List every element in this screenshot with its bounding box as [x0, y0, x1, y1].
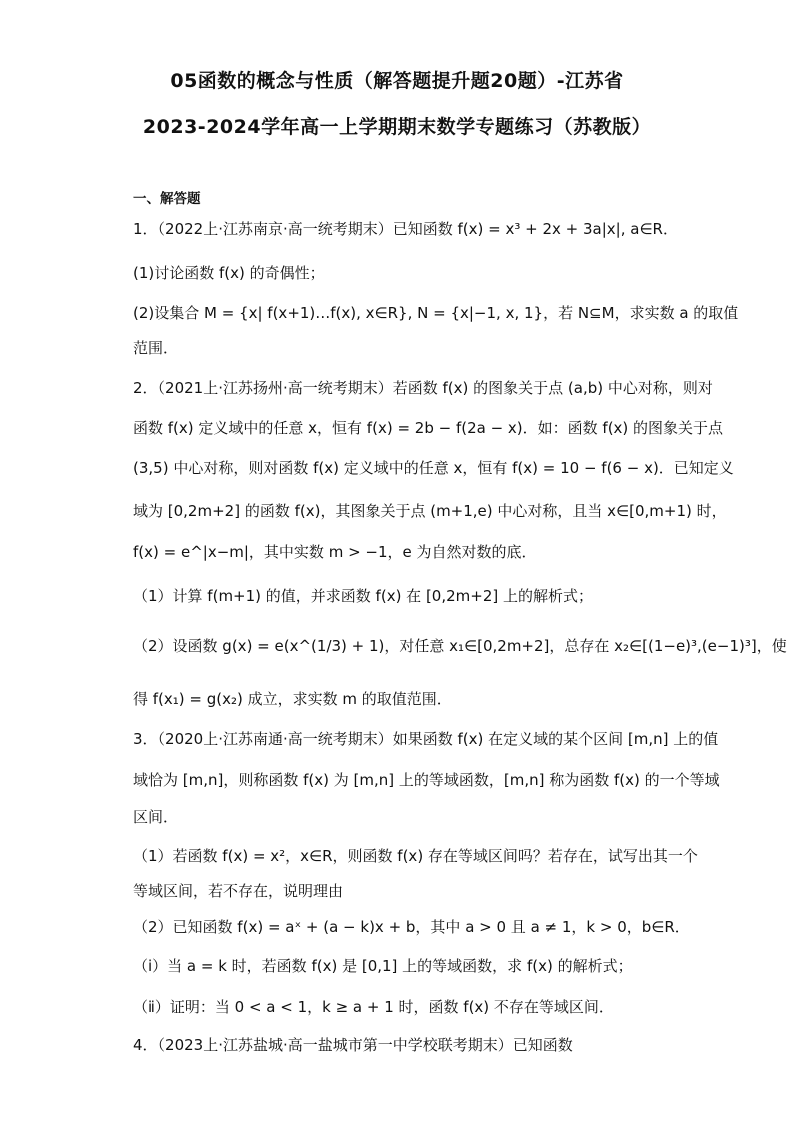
problem-2-line-4: 域为 [0,2m+2] 的函数 f(x)，其图象关于点 (m+1,e) 中心对称，且当 x∈[0,m+1) 时，: [133, 502, 727, 520]
problem-3-part-1: （1）若函数 f(x) = x²，x∈R，则函数 f(x) 存在等域区间吗？若存在，试写出其一个: [133, 847, 698, 865]
problem-2-line-3: (3,5) 中心对称，则对函数 f(x) 定义域中的任意 x，恒有 f(x) = 10 − f(6 − x)．已知定义: [133, 459, 734, 477]
problem-3-part-2: （2）已知函数 f(x) = aˣ + (a − k)x + b，其中 a > 0 且 a ≠ 1，k > 0，b∈R．: [133, 918, 690, 936]
problem-2-line-2: 函数 f(x) 定义域中的任意 x，恒有 f(x) = 2b − f(2a − x)．如：函数 f(x) 的图象关于点: [133, 419, 724, 437]
section-heading: 一、解答题: [133, 191, 201, 207]
problem-2-line-5: f(x) = e^|x−m|，其中实数 m > −1，e 为自然对数的底．: [133, 543, 537, 561]
problem-2-part-1: （1）计算 f(m+1) 的值，并求函数 f(x) 在 [0,2m+2] 上的解析式；: [133, 587, 594, 605]
problem-3-part-2-ii: （ⅱ）证明：当 0 < a < 1，k ≥ a + 1 时，函数 f(x) 不存在等域区间．: [133, 998, 614, 1016]
problem-3-part-2-i: （ⅰ）当 a = k 时，若函数 f(x) 是 [0,1] 上的等域函数，求 f(x) 的解析式；: [133, 957, 633, 975]
problem-1-part-2-cont: 范围．: [133, 339, 179, 357]
document-title-line-1: 05函数的概念与性质（解答题提升题20题）-江苏省: [170, 70, 624, 92]
problem-4-statement: 4．（2023上·江苏盐城·高一盐城市第一中学校联考期末）已知函数: [133, 1036, 573, 1054]
problem-1-part-1: (1)讨论函数 f(x) 的奇偶性；: [133, 264, 325, 282]
problem-3-line-3: 区间．: [133, 808, 179, 826]
problem-1-statement: 1．（2022上·江苏南京·高一统考期末）已知函数 f(x) = x³ + 2x + 3a|x|, a∈R．: [133, 220, 678, 238]
document-title-line-2: 2023-2024学年高一上学期期末数学专题练习（苏教版）: [142, 116, 652, 138]
problem-2-part-2-cont: 得 f(x₁) = g(x₂) 成立，求实数 m 的取值范围．: [133, 690, 452, 708]
problem-1-part-2: (2)设集合 M = {x| f(x+1)…f(x), x∈R}, N = {x|−1, x, 1}，若 N⊆M，求实数 a 的取值: [133, 304, 739, 322]
problem-2-statement: 2．（2021上·江苏扬州·高一统考期末）若函数 f(x) 的图象关于点 (a,b) 中心对称，则对: [133, 379, 713, 397]
problem-3-line-2: 域恰为 [m,n]，则称函数 f(x) 为 [m,n] 上的等域函数，[m,n] 称为函数 f(x) 的一个等域: [133, 771, 720, 789]
problem-3-part-1-cont: 等域区间，若不存在，说明理由: [133, 882, 344, 900]
problem-3-statement: 3．（2020上·江苏南通·高一统考期末）如果函数 f(x) 在定义域的某个区间 [m,n] 上的值: [133, 730, 719, 748]
problem-2-part-2: （2）设函数 g(x) = e(x^(1/3) + 1)，对任意 x₁∈[0,2m+2]，总存在 x₂∈[(1−e)³,(e−1)³]，使: [133, 637, 787, 655]
